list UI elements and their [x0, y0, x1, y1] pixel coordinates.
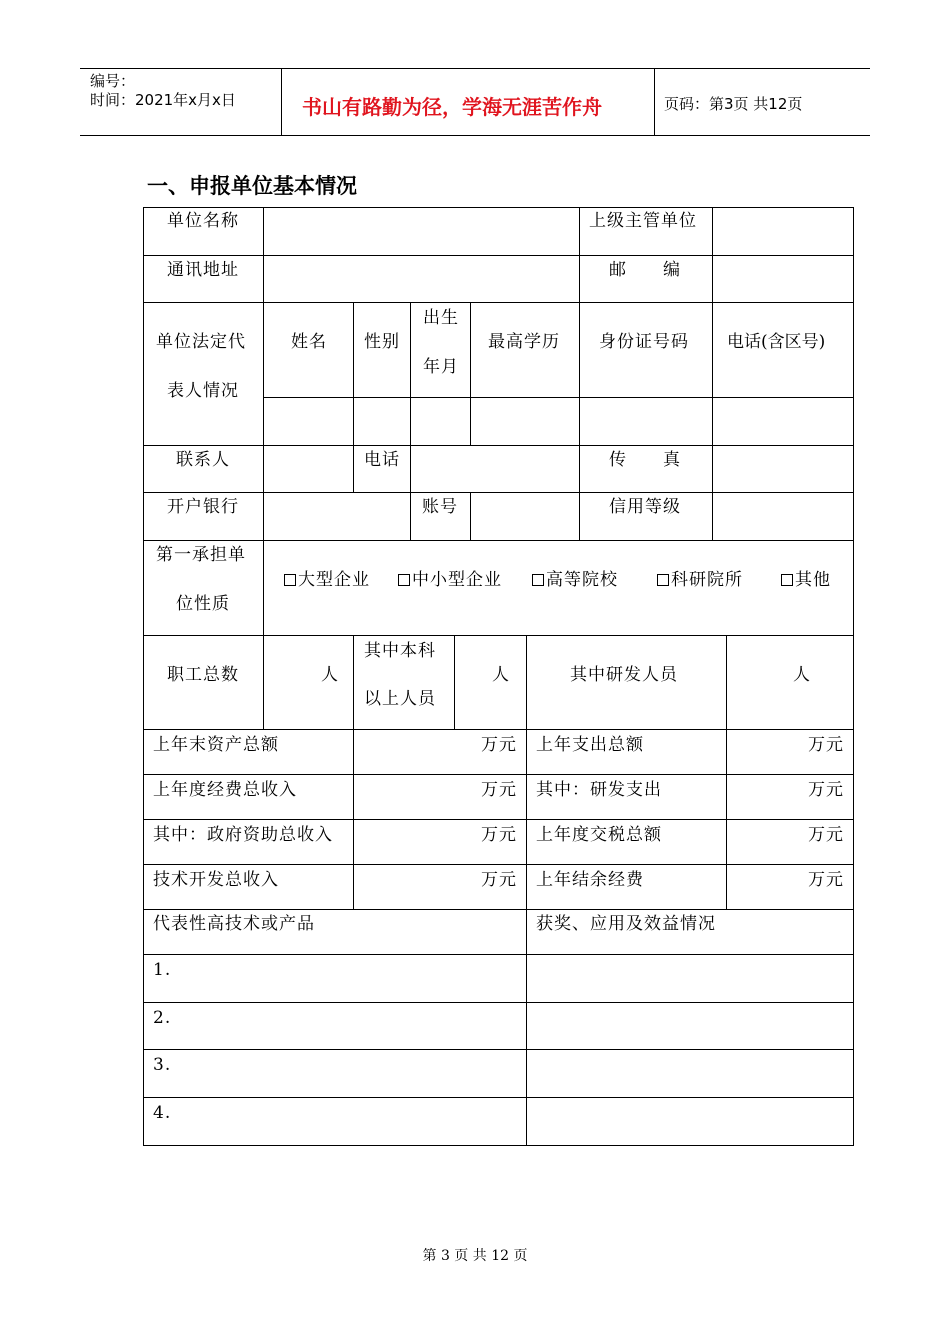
grid-line	[143, 540, 854, 541]
grid-line	[712, 492, 713, 540]
page-info: 页码：第3页 共12页	[664, 95, 803, 113]
nature-label-2: 位性质	[176, 594, 230, 614]
grid-line	[143, 255, 854, 256]
grid-line	[353, 302, 354, 445]
nature-label: 第一承担单	[156, 545, 246, 565]
grid-line	[143, 954, 854, 955]
products-label: 代表性高技术或产品	[153, 914, 315, 934]
rd-expense-unit: 万元	[808, 780, 844, 800]
grid-line	[526, 635, 527, 729]
address-label: 通讯地址	[167, 260, 239, 280]
balance-unit: 万元	[808, 870, 844, 890]
education-label: 最高学历	[488, 332, 560, 352]
list-item-number: 3.	[153, 1055, 172, 1075]
bank-label: 开户银行	[167, 497, 239, 517]
phone-label: 电话	[364, 450, 400, 470]
bachelor-unit: 人	[492, 665, 510, 685]
grid-line	[353, 729, 354, 909]
grid-line	[143, 864, 854, 865]
staff-total-label: 职工总数	[167, 665, 239, 685]
header-top-rule	[80, 68, 870, 69]
checkbox[interactable]	[398, 574, 410, 586]
option-university[interactable]	[532, 570, 618, 590]
grid-line	[263, 492, 264, 540]
tech-revenue-unit: 万元	[481, 870, 517, 890]
option-label: 科研院所	[671, 570, 743, 590]
fax-label: 传 真	[609, 450, 681, 470]
tax-unit: 万元	[808, 825, 844, 845]
grid-line	[712, 302, 713, 445]
grid-line	[263, 397, 854, 398]
grid-line	[579, 207, 580, 302]
checkbox[interactable]	[532, 574, 544, 586]
tech-revenue-label: 技术开发总收入	[153, 870, 279, 890]
motto: 书山有路勤为径，学海无涯苦作舟	[302, 95, 602, 119]
grid-line	[143, 729, 854, 730]
superior-unit-label: 上级主管单位	[589, 211, 697, 231]
grid-line	[143, 1049, 854, 1050]
grid-line	[712, 207, 713, 302]
revenue-label: 上年度经费总收入	[153, 780, 297, 800]
grid-line	[143, 909, 854, 910]
grid-line	[410, 302, 411, 445]
grid-line	[353, 635, 354, 729]
header-divider-left	[281, 68, 282, 136]
checkbox[interactable]	[657, 574, 669, 586]
option-large-enterprise[interactable]	[284, 570, 370, 590]
grid-line	[143, 1097, 854, 1098]
grid-line	[263, 540, 264, 635]
list-item-number: 2.	[153, 1008, 172, 1028]
id-number-label: 身份证号码	[599, 332, 689, 352]
page-footer: 第 3 页 共 12 页	[422, 1248, 528, 1264]
grid-line	[726, 729, 727, 909]
grid-line	[143, 207, 854, 208]
bachelor-label: 其中本科	[364, 641, 436, 661]
grid-line	[143, 819, 854, 820]
grid-line	[143, 635, 854, 636]
grid-line	[470, 492, 471, 540]
grid-line	[712, 445, 713, 492]
legal-rep-label-2: 表人情况	[167, 381, 239, 401]
contact-label: 联系人	[176, 450, 230, 470]
grid-line	[410, 445, 411, 492]
account-label: 账号	[422, 497, 458, 517]
grid-line	[143, 774, 854, 775]
assets-label: 上年末资产总额	[153, 735, 279, 755]
staff-unit: 人	[321, 665, 339, 685]
gender-label: 性别	[364, 332, 400, 352]
grid-line	[263, 302, 264, 445]
phone-area-label: 电话(含区号)	[727, 332, 826, 352]
unit-name-label: 单位名称	[167, 211, 239, 231]
grid-line	[579, 302, 580, 445]
awards-label: 获奖、应用及效益情况	[536, 914, 716, 934]
rd-staff-label: 其中研发人员	[570, 665, 678, 685]
expense-label: 上年支出总额	[536, 735, 644, 755]
time-label: 时间：2021年x月x日	[90, 91, 236, 109]
tax-label: 上年度交税总额	[536, 825, 662, 845]
postcode-label: 邮 编	[609, 260, 681, 280]
grid-line	[263, 635, 264, 729]
assets-unit: 万元	[481, 735, 517, 755]
legal-rep-label: 单位法定代	[156, 332, 246, 352]
option-sme[interactable]	[398, 570, 502, 590]
grid-line	[410, 492, 411, 540]
option-label: 大型企业	[298, 570, 370, 590]
revenue-unit: 万元	[481, 780, 517, 800]
name-label: 姓名	[291, 332, 327, 352]
header-bottom-rule	[80, 135, 870, 136]
rd-staff-unit: 人	[793, 665, 811, 685]
birth-label-2: 年月	[423, 357, 459, 377]
gov-funding-label: 其中：政府资助总收入	[153, 825, 333, 845]
grid-line	[726, 635, 727, 729]
grid-line	[143, 207, 144, 1145]
grid-line	[143, 302, 854, 303]
option-research-institute[interactable]	[657, 570, 743, 590]
checkbox[interactable]	[781, 574, 793, 586]
birth-label: 出生	[423, 308, 459, 328]
grid-line	[454, 635, 455, 729]
grid-line	[579, 445, 580, 492]
grid-line	[143, 1002, 854, 1003]
grid-line	[143, 1145, 854, 1146]
list-item-number: 1.	[153, 960, 172, 980]
credit-label: 信用等级	[609, 497, 681, 517]
grid-line	[143, 445, 854, 446]
option-label: 其他	[795, 570, 831, 590]
option-label: 中小型企业	[412, 570, 502, 590]
grid-line	[353, 445, 354, 492]
grid-line	[263, 445, 264, 492]
grid-line	[526, 729, 527, 1145]
grid-line	[143, 492, 854, 493]
option-other[interactable]	[781, 570, 831, 590]
option-label: 高等院校	[546, 570, 618, 590]
section-title: 一、申报单位基本情况	[147, 174, 357, 198]
bachelor-label-2: 以上人员	[364, 689, 436, 709]
grid-line	[579, 492, 580, 540]
list-item-number: 4.	[153, 1103, 172, 1123]
gov-funding-unit: 万元	[481, 825, 517, 845]
checkbox[interactable]	[284, 574, 296, 586]
rd-expense-label: 其中：研发支出	[536, 780, 662, 800]
header-divider-right	[654, 68, 655, 136]
balance-label: 上年结余经费	[536, 870, 644, 890]
grid-line	[853, 207, 854, 1145]
expense-unit: 万元	[808, 735, 844, 755]
grid-line	[470, 302, 471, 445]
number-label: 编号：	[90, 72, 136, 90]
grid-line	[263, 207, 264, 302]
